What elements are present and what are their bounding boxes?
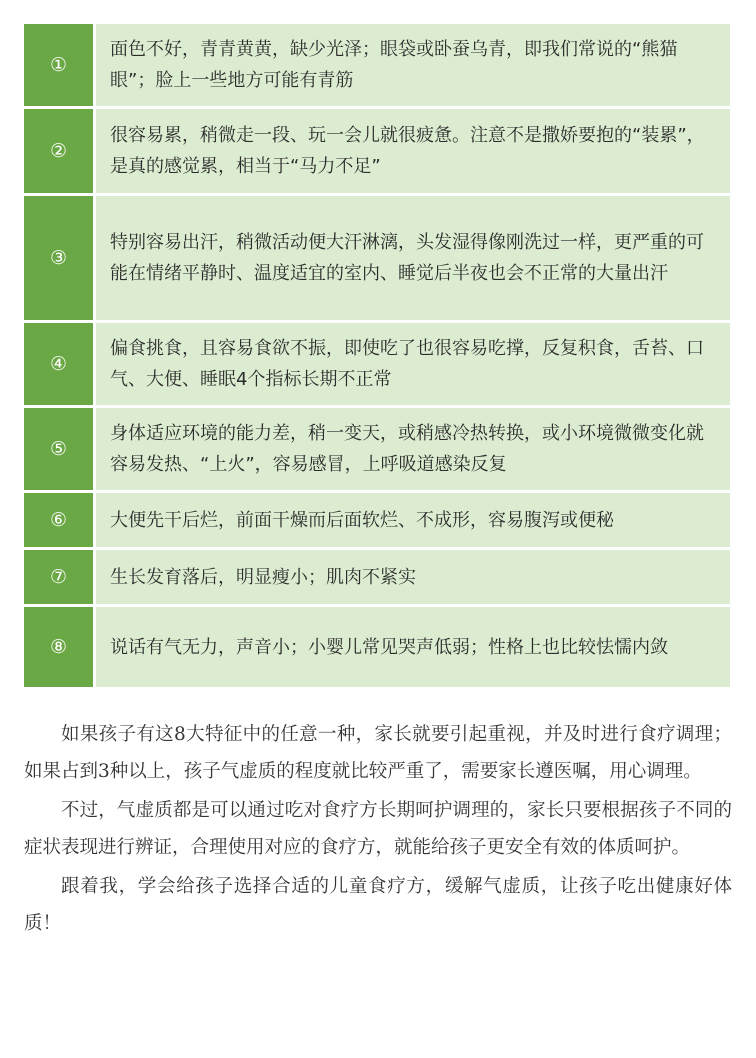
article-paragraph-3: 跟着我，学会给孩子选择合适的儿童食疗方，缓解气虚质，让孩子吃出健康好体质！ [24,876,732,934]
symptom-number: ④ [24,323,96,408]
symptom-number: ① [24,24,96,109]
symptom-text: 生长发育落后，明显瘦小；肌肉不紧实 [96,550,730,607]
symptom-row-3 [24,196,730,323]
symptom-text: 偏食挑食，且容易食欲不振，即使吃了也很容易吃撑，反复积食，舌苔、口气、大便、睡眠4个指标长期不正常 [96,323,730,408]
symptom-row-4 [24,323,730,408]
symptom-number: ② [24,109,96,196]
article-paragraph-1: 如果孩子有这8大特征中的任意一种，家长就要引起重视，并及时进行食疗调理；如果占到3种以上，孩子气虚质的程度就比较严重了，需要家长遵医嘱，用心调理。 [24,724,732,782]
symptom-text: 身体适应环境的能力差，稍一变天，或稍感冷热转换，或小环境微微变化就容易发热、“上火”，容易感冒，上呼吸道感染反复 [96,408,730,493]
article-body [24,716,732,944]
symptom-table [24,24,730,690]
symptom-row-2 [24,109,730,196]
symptom-row-8 [24,607,730,690]
symptom-number: ⑤ [24,408,96,493]
symptom-text: 说话有气无力，声音小；小婴儿常见哭声低弱；性格上也比较怯懦内敛 [96,607,730,690]
article-paragraph-2: 不过，气虚质都是可以通过吃对食疗方长期呵护调理的，家长只要根据孩子不同的症状表现进行辨证，合理使用对应的食疗方，就能给孩子更安全有效的体质呵护。 [24,800,732,858]
symptom-row-6 [24,493,730,550]
symptom-text: 面色不好，青青黄黄，缺少光泽；眼袋或卧蚕乌青，即我们常说的“熊猫眼”；脸上一些地方可能有青筋 [96,24,730,109]
symptom-row-5 [24,408,730,493]
symptom-text: 很容易累，稍微走一段、玩一会儿就很疲惫。注意不是撒娇要抱的“装累”，是真的感觉累，相当于“马力不足” [96,109,730,196]
symptom-row-7 [24,550,730,607]
symptom-number: ③ [24,196,96,323]
symptom-number: ⑦ [24,550,96,607]
symptom-row-1 [24,24,730,109]
symptom-number: ⑧ [24,607,96,690]
symptom-text: 特别容易出汗，稍微活动便大汗淋漓，头发湿得像刚洗过一样，更严重的可能在情绪平静时、温度适宜的室内、睡觉后半夜也会不正常的大量出汗 [96,196,730,323]
symptom-text: 大便先干后烂，前面干燥而后面软烂、不成形，容易腹泻或便秘 [96,493,730,550]
symptom-number: ⑥ [24,493,96,550]
